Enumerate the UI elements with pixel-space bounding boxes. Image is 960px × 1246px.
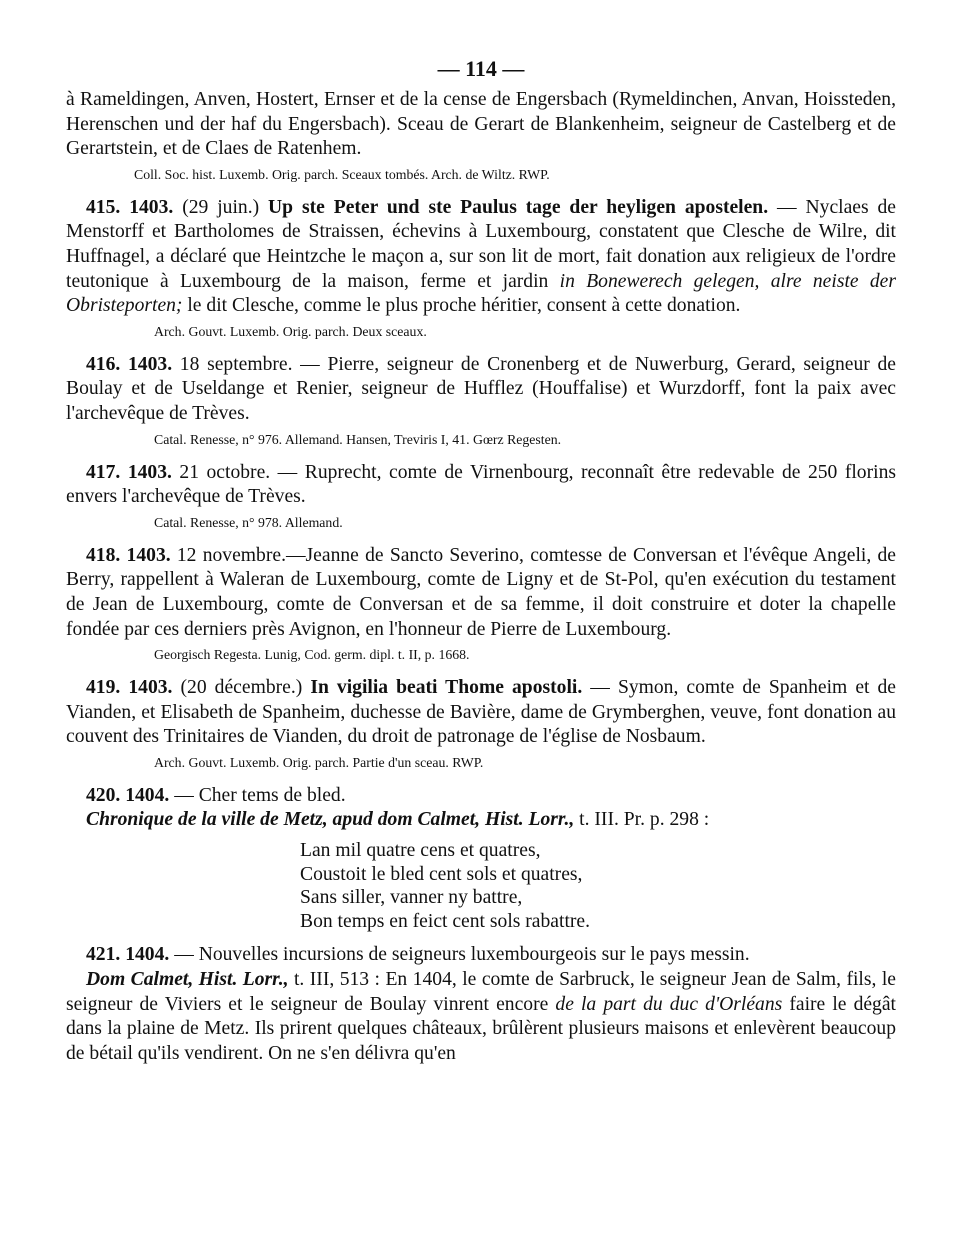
citation-italic: Chronique de la ville de Metz, apud dom Calmet, Hist. Lorr., xyxy=(86,809,575,831)
page-number: — 114 — xyxy=(437,56,525,81)
source-note: Georgisch Regesta. Lunig, Cod. germ. dipl. t. II, p. 1668. xyxy=(154,647,470,663)
entry-number: 418. xyxy=(86,544,121,566)
entry-419 xyxy=(66,676,896,750)
entry-year: 1403. xyxy=(128,677,173,699)
entry-number: 421. xyxy=(86,944,121,966)
citation-italic: Dom Calmet, Hist. Lorr., xyxy=(86,969,289,991)
source-note: Arch. Gouvt. Luxemb. Orig. parch. Deux sceaux. xyxy=(154,323,427,339)
continued-paragraph: à Rameldingen, Anven, Hostert, Ernser et de la cense de Engersbach (Rymeldinchen, Anvan, Hoissteden, Herenschen und der haf du Engersbach). Sceau de Gerart de Blankenheim, seigneur de Castelberg et de Gerartstein, et de Claes de Ratenhem. xyxy=(66,89,896,160)
entry-date: (29 juin.) xyxy=(182,196,260,218)
entry-number: 420. xyxy=(86,784,121,806)
poem xyxy=(300,839,896,933)
citation-line xyxy=(66,808,896,833)
entry-number: 417. xyxy=(86,461,121,483)
entry-title: Up ste Peter und ste Paulus tage der heyligen apostelen. xyxy=(268,196,769,218)
source-note: Arch. Gouvt. Luxemb. Orig. parch. Partie d'un sceau. RWP. xyxy=(154,754,484,770)
entry-416 xyxy=(66,353,896,427)
entry-text: — Symon, comte de Spanheim et de Vianden, et Elisabeth de Spanheim, duchesse de Bavière, dame de Grymberghen, veuve, font donation au couvent des Trinitaires de Vianden, du droit de patronage de l'église de Nosbaum. xyxy=(66,677,897,748)
entry-421-body xyxy=(66,968,896,1066)
entry-italic-text: de la part du duc d'Orléans xyxy=(555,993,783,1015)
entry-417 xyxy=(66,461,896,510)
entry-418 xyxy=(66,544,896,642)
entry-year: 1403. xyxy=(127,461,172,483)
entry-year: 1403. xyxy=(128,353,173,375)
entry-text: 21 octobre. — Ruprecht, comte de Virnenbourg, reconnaît être redevable de 250 florins envers l'archevêque de Trèves. xyxy=(66,461,896,508)
poem-line: Bon temps en feict cent sols rabattre. xyxy=(300,910,591,932)
entry-title: In vigilia beati Thome apostoli. xyxy=(310,677,583,699)
citation-text: t. III. Pr. p. 298 : xyxy=(574,809,710,831)
poem-line: Coustoit le bled cent sols et quatres, xyxy=(300,863,583,885)
entry-year: 1403. xyxy=(126,544,171,566)
source-note: Catal. Renesse, n° 978. Allemand. xyxy=(154,514,343,530)
entry-415 xyxy=(66,196,896,319)
entry-text: le dit Clesche, comme le plus proche héritier, consent à cette donation. xyxy=(182,295,741,317)
entry-420 xyxy=(66,784,896,809)
entry-text: 12 novembre.—Jeanne de Sancto Severino, comtesse de Conversan et l'évêque Angeli, de Berry, rappellent à Waleran de Luxembourg, comte de Ligny et de St-Pol, qu'en exécution du testament de Jean de Luxembourg, comte de Conversan et de sa femme, il doit construire et doter la chapelle fondée par ces derniers près Avignon, en l'honneur de Pierre de Luxembourg. xyxy=(66,544,896,640)
source-note: Coll. Soc. hist. Luxemb. Orig. parch. Sceaux tombés. Arch. de Wiltz. RWP. xyxy=(134,166,550,182)
entry-date: (20 décembre.) xyxy=(180,677,303,699)
entry-year: 1404. xyxy=(125,784,170,806)
entry-number: 416. xyxy=(86,353,121,375)
entry-italic-text: in Bonewerech gelegen, alre neiste der Obristeporten; xyxy=(66,270,897,317)
source-note: Catal. Renesse, n° 976. Allemand. Hansen, Treviris I, 41. Gœrz Regesten. xyxy=(154,431,562,447)
entry-text: — Nouvelles incursions de seigneurs luxembourgeois sur le pays messin. xyxy=(169,944,750,966)
entry-number: 415. xyxy=(86,196,121,218)
entry-year: 1403. xyxy=(129,196,174,218)
entry-421 xyxy=(66,943,896,968)
poem-line: Sans siller, vanner ny battre, xyxy=(300,887,523,909)
poem-line: Lan mil quatre cens et quatres, xyxy=(300,840,541,862)
document-page xyxy=(66,56,896,1066)
entry-text: faire le dégât dans la plaine de Metz. Ils prirent quelques châteaux, brûlèrent plusieurs maisons et enlevèrent beaucoup de bétail qu'ils vendirent. On ne s'en délivra qu'en xyxy=(66,993,896,1064)
entry-text: 18 septembre. — Pierre, seigneur de Cronenberg et de Nuwerburg, Gerard, seigneur de Boulay et de Useldange et Renier, seigneur de Hufflez (Houffalise) et Wurzdorff, font la paix avec l'archevêque de Trèves. xyxy=(66,353,896,424)
entry-text: — Cher tems de bled. xyxy=(169,784,346,806)
entry-text: t. III, 513 : En 1404, le comte de Sarbruck, le seigneur Jean de Salm, fils, le seigneur de Viviers et le seigneur de Boulay vinrent encore xyxy=(66,969,896,1015)
entry-year: 1404. xyxy=(125,944,170,966)
entry-text: — Nyclaes de Menstorff et Bartholomes de Straissen, échevins à Luxembourg, constatent que Clesche de Wilre, dit Huffnagel, a déclaré que Heintzche le maçon a, sur son lit de mort, fait donation aux religieux de l'ordre teutonique à Luxembourg de la maison, ferme et jardin xyxy=(66,196,896,292)
entry-number: 419. xyxy=(86,677,121,699)
